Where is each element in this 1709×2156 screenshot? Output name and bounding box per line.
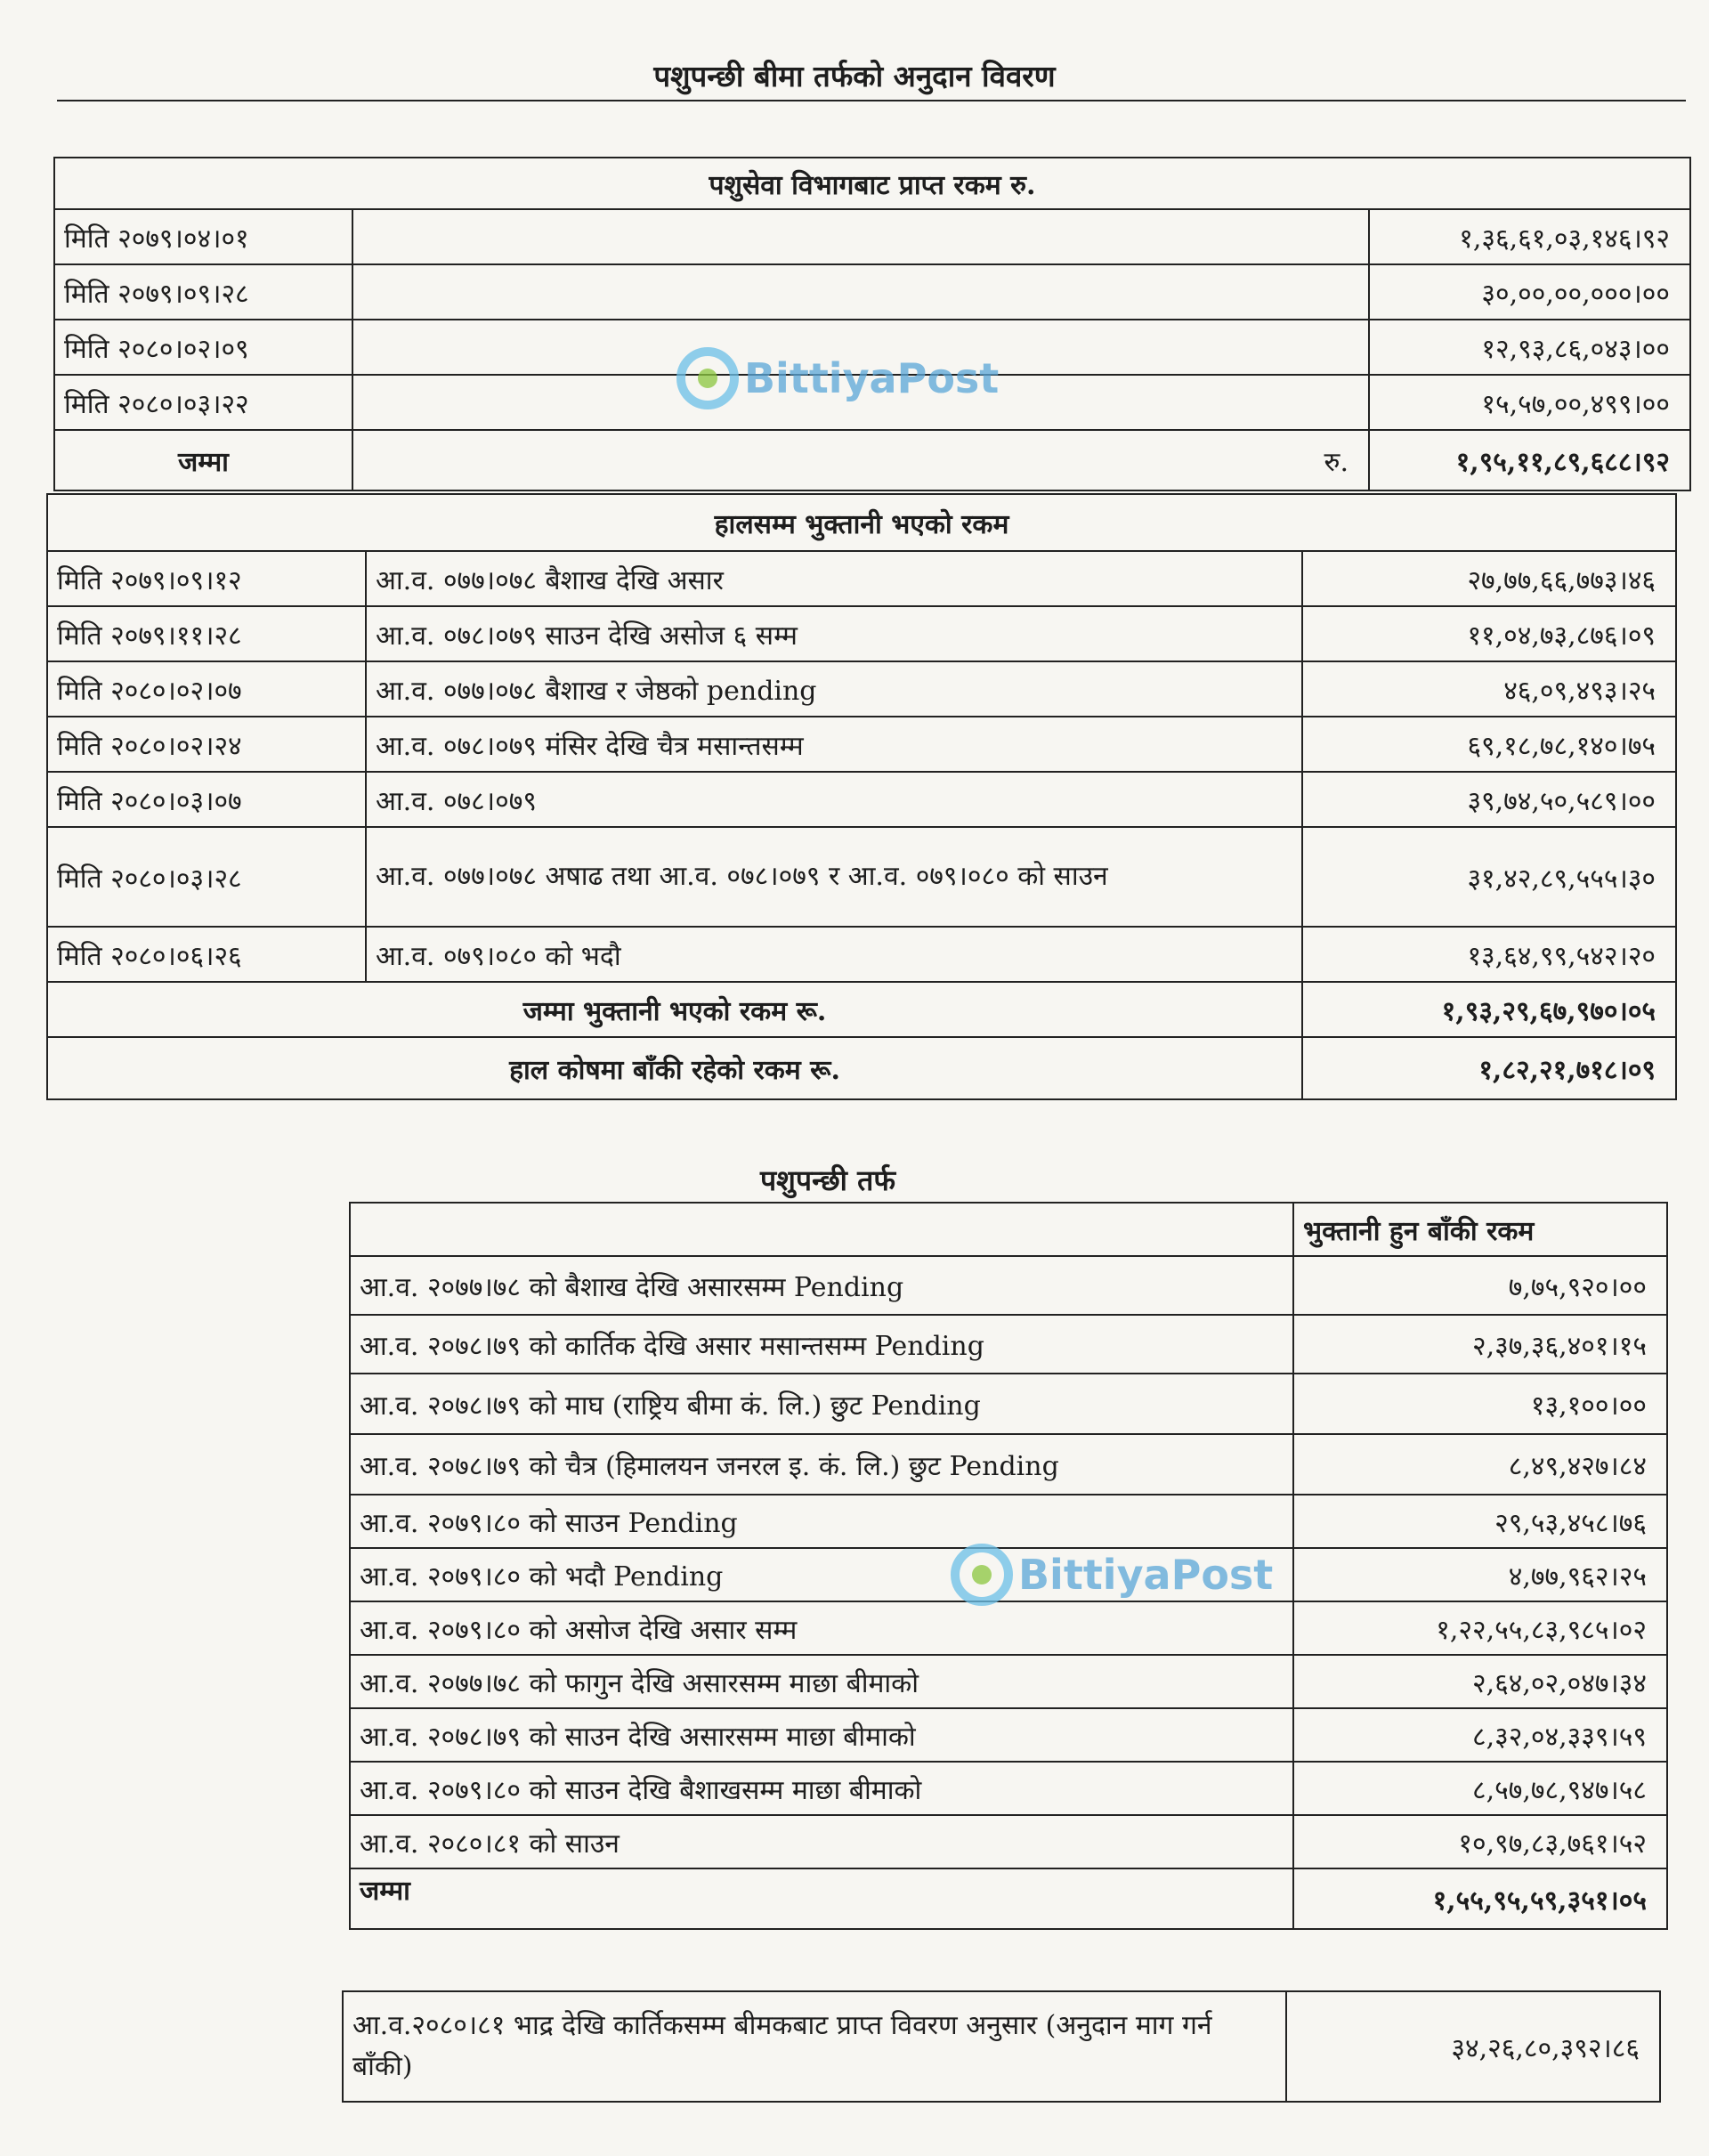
- table-row: [350, 1815, 1667, 1868]
- total-currency: रु.: [352, 430, 1369, 490]
- table-row: [350, 1495, 1667, 1548]
- desc-cell: आ.व. २०८०।८१ को साउन: [350, 1815, 1293, 1868]
- note-amount: ३४,२६,८०,३९२।८६: [1286, 1991, 1660, 2102]
- balance-row: [47, 1037, 1676, 1099]
- table-row: [54, 209, 1690, 264]
- total-row: [350, 1868, 1667, 1929]
- watermark-text: BittiyaPost: [744, 354, 1000, 402]
- amount-cell: ४,७७,९६२।२५: [1293, 1548, 1667, 1601]
- amount-cell: १,३६,६१,०३,१४६।९२: [1369, 209, 1690, 264]
- note-table: [342, 1990, 1661, 2103]
- amount-cell: २९,५३,४५८।७६: [1293, 1495, 1667, 1548]
- received-heading: पशुसेवा विभागबाट प्राप्त रकम रु.: [54, 158, 1690, 209]
- amount-cell: ३०,००,००,०००।००: [1369, 264, 1690, 320]
- table-row: [47, 717, 1676, 772]
- desc-cell: आ.व. २०७७।७८ को फागुन देखि असारसम्म माछा बीमाको: [350, 1655, 1293, 1708]
- table-row: [47, 927, 1676, 982]
- date-cell: मिति २०७९।०४।०१: [54, 209, 352, 264]
- amount-cell: २७,७७,६६,७७३।४६: [1302, 551, 1676, 606]
- total-amount: १,९५,११,८९,६८८।९२: [1369, 430, 1690, 490]
- desc-cell: आ.व. २०७९।८० को असोज देखि असार सम्म: [350, 1601, 1293, 1655]
- desc-cell: आ.व. ०७७।०७८ अषाढ तथा आ.व. ०७८।०७९ र आ.व. ०७९।०८० को साउन: [366, 827, 1302, 927]
- received-table: [53, 157, 1691, 491]
- column-header: भुक्तानी हुन बाँकी रकम: [1293, 1203, 1667, 1256]
- balance-amount: १,८२,२१,७१८।०९: [1302, 1037, 1676, 1099]
- amount-cell: ८,५७,७८,९४७।५८: [1293, 1762, 1667, 1815]
- table-row: [350, 1762, 1667, 1815]
- table-row: [47, 772, 1676, 827]
- header-blank-cell: [350, 1203, 1293, 1256]
- date-cell: मिति २०७९।११।२८: [47, 606, 366, 661]
- watermark-logo: [951, 1544, 1273, 1606]
- amount-cell: १,२२,५५,८३,९८५।०२: [1293, 1601, 1667, 1655]
- amount-cell: १५,५७,००,४९९।००: [1369, 375, 1690, 430]
- table-row: [343, 1991, 1660, 2102]
- title-rule: [57, 100, 1686, 101]
- amount-cell: ११,०४,७३,८७६।०९: [1302, 606, 1676, 661]
- total-paid-amount: १,९३,२९,६७,९७०।०५: [1302, 982, 1676, 1037]
- desc-cell: आ.व. २०७९।८० को भदौ Pending: [350, 1548, 1293, 1601]
- desc-cell: आ.व. ०७८।०७९ मंसिर देखि चैत्र मसान्तसम्म: [366, 717, 1302, 772]
- balance-label: हाल कोषमा बाँकी रहेको रकम रू.: [47, 1037, 1302, 1099]
- desc-cell: [352, 209, 1369, 264]
- table-row: [350, 1708, 1667, 1762]
- table-row: [54, 264, 1690, 320]
- desc-cell: आ.व. २०७७।७८ को बैशाख देखि असारसम्म Pending: [350, 1256, 1293, 1315]
- amount-cell: १०,९७,८३,७६१।५२: [1293, 1815, 1667, 1868]
- desc-cell: आ.व. २०७९।८० को साउन देखि बैशाखसम्म माछा बीमाको: [350, 1762, 1293, 1815]
- amount-cell: २,३७,३६,४०१।१५: [1293, 1315, 1667, 1374]
- date-cell: मिति २०८०।०६।२६: [47, 927, 366, 982]
- watermark-text: BittiyaPost: [1018, 1551, 1274, 1599]
- date-cell: मिति २०८०।०३।०७: [47, 772, 366, 827]
- amount-cell: १२,९३,८६,०४३।००: [1369, 320, 1690, 375]
- amount-cell: ३१,४२,८९,५५५।३०: [1302, 827, 1676, 927]
- date-cell: मिति २०८०।०२।०९: [54, 320, 352, 375]
- total-paid-label: जम्मा भुक्तानी भएको रकम रू.: [47, 982, 1302, 1037]
- note-desc: आ.व.२०८०।८१ भाद्र देखि कार्तिकसम्म बीमकबाट प्राप्त विवरण अनुसार (अनुदान माग गर्न बाँकी): [343, 1991, 1286, 2102]
- livestock-heading: पशुपन्छी तर्फ: [759, 1163, 896, 1197]
- desc-cell: आ.व. २०७८।७९ को साउन देखि असारसम्म माछा बीमाको: [350, 1708, 1293, 1762]
- watermark-logo: [676, 347, 999, 409]
- paid-table: [46, 493, 1677, 1100]
- amount-cell: १३,१००।००: [1293, 1374, 1667, 1434]
- date-cell: मिति २०८०।०२।०७: [47, 661, 366, 717]
- amount-cell: २,६४,०२,०४७।३४: [1293, 1655, 1667, 1708]
- desc-cell: आ.व. ०७७।०७८ बैशाख देखि असार: [366, 551, 1302, 606]
- amount-cell: ८,३२,०४,३३९।५९: [1293, 1708, 1667, 1762]
- total-paid-row: [47, 982, 1676, 1037]
- total-amount: १,५५,९५,५९,३५१।०५: [1293, 1868, 1667, 1929]
- page-title: पशुपन्छी बीमा तर्फको अनुदान विवरण: [653, 59, 1056, 93]
- amount-cell: ८,४९,४२७।८४: [1293, 1434, 1667, 1495]
- desc-cell: आ.व. २०७८।७९ को चैत्र (हिमालयन जनरल इ. कं. लि.) छुट Pending: [350, 1434, 1293, 1495]
- desc-cell: आ.व. २०७८।७९ को माघ (राष्ट्रिय बीमा कं. लि.) छुट Pending: [350, 1374, 1293, 1434]
- date-cell: मिति २०७९।०९।१२: [47, 551, 366, 606]
- desc-cell: आ.व. २०७९।८० को साउन Pending: [350, 1495, 1293, 1548]
- amount-cell: ३९,७४,५०,५८९।००: [1302, 772, 1676, 827]
- total-row: [54, 430, 1690, 490]
- paid-heading: हालसम्म भुक्तानी भएको रकम: [47, 494, 1676, 551]
- table-row: [350, 1655, 1667, 1708]
- desc-cell: आ.व. ०७७।०७८ बैशाख र जेष्ठको pending: [366, 661, 1302, 717]
- amount-cell: ७,७५,९२०।००: [1293, 1256, 1667, 1315]
- amount-cell: ६९,१८,७८,१४०।७५: [1302, 717, 1676, 772]
- date-cell: मिति २०८०।०२।२४: [47, 717, 366, 772]
- desc-cell: आ.व. ०७९।०८० को भदौ: [366, 927, 1302, 982]
- table-row: [47, 606, 1676, 661]
- amount-cell: १३,६४,९९,५४२।२०: [1302, 927, 1676, 982]
- desc-cell: [352, 264, 1369, 320]
- total-label: जम्मा: [350, 1868, 1293, 1929]
- table-row: [350, 1374, 1667, 1434]
- table-row: [350, 1434, 1667, 1495]
- table-row: [350, 1601, 1667, 1655]
- date-cell: मिति २०८०।०३।२८: [47, 827, 366, 927]
- bittiyapost-logo-icon: [951, 1544, 1013, 1606]
- table-row: [47, 551, 1676, 606]
- desc-cell: आ.व. ०७८।०७९ साउन देखि असोज ६ सम्म: [366, 606, 1302, 661]
- bittiyapost-logo-icon: [676, 347, 739, 409]
- table-row: [350, 1315, 1667, 1374]
- desc-cell: आ.व. ०७८।०७९: [366, 772, 1302, 827]
- desc-cell: आ.व. २०७८।७९ को कार्तिक देखि असार मसान्तसम्म Pending: [350, 1315, 1293, 1374]
- total-label: जम्मा: [54, 430, 352, 490]
- date-cell: मिति २०७९।०९।२८: [54, 264, 352, 320]
- table-row: [47, 661, 1676, 717]
- date-cell: मिति २०८०।०३।२२: [54, 375, 352, 430]
- amount-cell: ४६,०९,४९३।२५: [1302, 661, 1676, 717]
- table-row: [350, 1256, 1667, 1315]
- table-row: [47, 827, 1676, 927]
